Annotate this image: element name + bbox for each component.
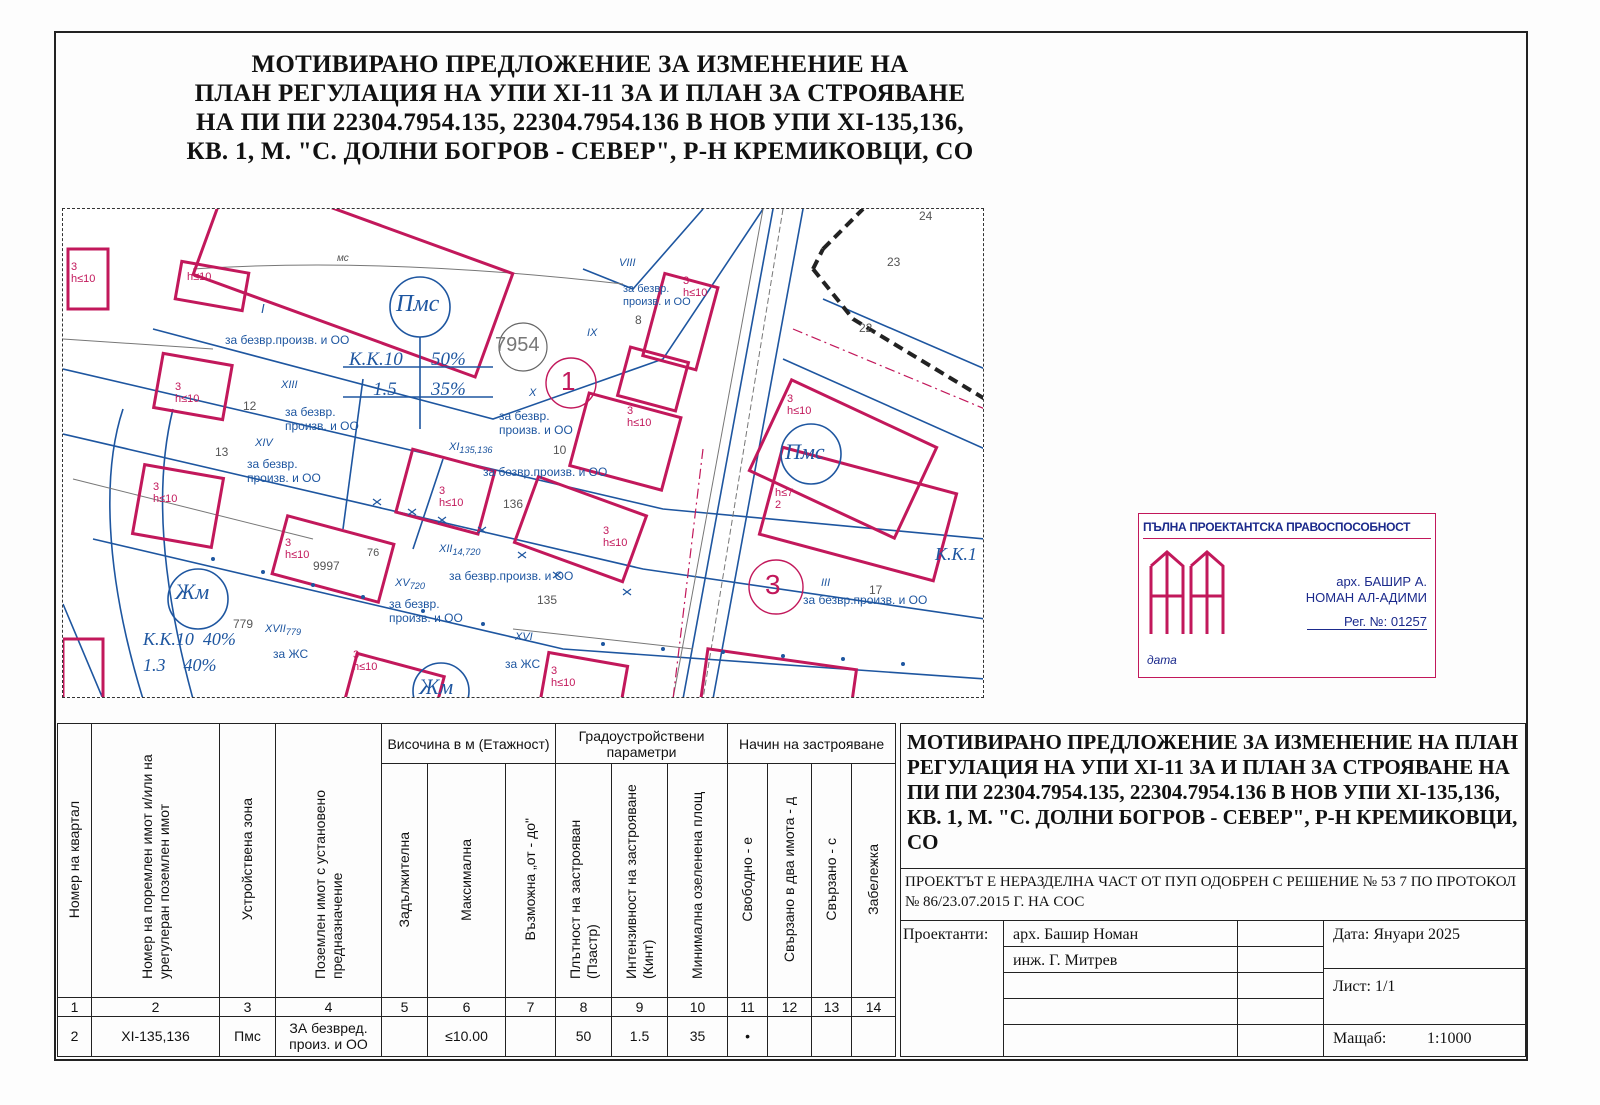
title-line-1: МОТИВИРАНО ПРЕДЛОЖЕНИЕ ЗА ИЗМЕНЕНИЕ НА <box>251 51 909 78</box>
height: h≤10 <box>439 497 464 509</box>
floors: 3 <box>153 481 160 493</box>
title-line-4: КВ. 1, М. "С. ДОЛНИ БОГРОВ - СЕВЕР", Р-Н КРЕМИКОВЦИ, СО <box>186 138 974 165</box>
floors: 3 <box>285 537 292 549</box>
upi-XII-use: за безвр.произв. и ОО <box>449 569 574 583</box>
regulation-map <box>62 208 984 698</box>
stamp-title: ПЪЛНА ПРОЕКТАНТСКА ПРАВОСПОСОБНОСТ <box>1143 520 1431 539</box>
divider <box>1003 972 1323 973</box>
col-number: 2 <box>92 998 220 1016</box>
zone-pms-label-2: Пмс <box>785 439 825 464</box>
height-label <box>71 261 95 285</box>
header-text: Свободно - е <box>739 837 756 922</box>
lot-17: 17 <box>869 583 883 597</box>
divider <box>1003 946 1323 947</box>
header-text: Устройствена зона <box>239 798 255 921</box>
upi-xvii-num: XVII <box>265 623 286 635</box>
upi-I-label: I <box>261 301 265 316</box>
height-label <box>787 393 811 417</box>
title-block-heading: МОТИВИРАНО ПРЕДЛОЖЕНИЕ ЗА ИЗМЕНЕНИЕ НА ПЛАН РЕГУЛАЦИЯ НА УПИ ХI-11 ЗА И ПЛАН ЗА СТРОЯВАНЕ НА ПИ ПИ 22304.7954.135, 22304.7954.136 В НОВ УПИ ХI-135,136, КВ. 1, М. "С. ДОЛНИ БОГРОВ - СЕВЕР", Р-Н КРЕМИКОВЦИ, СО <box>907 730 1519 854</box>
lot-12: 12 <box>243 399 257 413</box>
header-purpose <box>276 724 382 998</box>
col-number: 8 <box>556 998 612 1016</box>
divider <box>1323 1024 1525 1025</box>
floors: 3 <box>603 525 610 537</box>
cell-zone: Пмс <box>220 1016 276 1056</box>
upi-III-label: III <box>821 577 831 589</box>
use-line2: произв. и ОО <box>247 471 321 485</box>
upi-III-use: за безвр.произв. и ОО <box>803 593 928 607</box>
sheet-field: Лист: 1/1 <box>1333 978 1396 995</box>
cell-two-lots <box>768 1016 812 1056</box>
header-method-group: Начин на застрояване <box>728 724 896 764</box>
header-params-group: Градоустройствени параметри <box>556 724 728 764</box>
floors: 3 <box>551 665 558 677</box>
header-text: Свързано в два имота - д <box>781 796 798 962</box>
cell-maximum: ≤10.00 <box>428 1016 506 1056</box>
header-mandatory <box>382 764 428 998</box>
cell-intensity: 1.5 <box>612 1016 668 1056</box>
divider <box>1003 1024 1323 1025</box>
upi-VIII-use <box>623 283 691 309</box>
col-number: 4 <box>276 998 382 1016</box>
title-line-3: НА ПИ ПИ 22304.7954.135, 22304.7954.136 В НОВ УПИ ХI-135,136, <box>196 109 964 136</box>
header-connected <box>812 764 852 998</box>
designer-engineer: инж. Г. Митрев <box>1013 952 1118 969</box>
height-label <box>285 537 309 561</box>
height-label <box>353 649 377 673</box>
header-intensity <box>612 764 668 998</box>
cell-purpose: ЗА безвред. произ. и ОО <box>276 1016 382 1056</box>
drawing-title <box>110 50 1050 166</box>
floors: 3 <box>627 405 634 417</box>
height: h≤10 <box>627 417 652 429</box>
header-text: Задължителна <box>396 831 412 928</box>
parameters-table <box>57 723 895 1057</box>
header-quarter <box>58 724 92 998</box>
zone-pms-label: Пмс <box>396 291 440 317</box>
header-property-number <box>92 724 220 998</box>
stamp-name-1: арх. БАШИР А. <box>1336 574 1427 589</box>
upi-XVII-label <box>265 623 301 637</box>
lot-76: 76 <box>367 547 380 559</box>
lot-135: 135 <box>537 593 558 607</box>
parcel-number: 7954 <box>495 334 540 356</box>
upi-XVI-use: за ЖС <box>505 657 541 671</box>
upi-IX-label: IX <box>587 327 598 339</box>
col-number: 6 <box>428 998 506 1016</box>
height-label <box>439 485 463 509</box>
header-text: Максимална <box>458 838 474 921</box>
upi-xv-num: XV <box>395 577 410 589</box>
header-text: Номер на поремлен имот и/или на урегулеран поземлен имот <box>138 754 172 980</box>
col-number: 13 <box>812 998 852 1016</box>
lot-13: 13 <box>215 445 229 459</box>
height: h≤10 <box>285 549 310 561</box>
col-number: 3 <box>220 998 276 1016</box>
stamp-logo-icon <box>1147 546 1227 638</box>
divider <box>1323 920 1324 1056</box>
height-label <box>153 481 177 505</box>
upi-XV-use <box>389 597 463 625</box>
divider <box>901 920 1525 921</box>
header-free <box>728 764 768 998</box>
lot-9997: 9997 <box>313 559 340 573</box>
header-text: Забележка <box>865 844 882 915</box>
lot-mc: мс <box>337 253 349 264</box>
upi-VIII-label: VIII <box>619 257 636 269</box>
height-label <box>627 405 651 429</box>
upi-XIV-use <box>247 457 321 485</box>
header-note <box>852 764 896 998</box>
green-value: 35% <box>431 379 466 400</box>
zhm-params-1: К.К.10 40% <box>143 629 236 649</box>
col-number: 11 <box>728 998 768 1016</box>
lot-779: 779 <box>233 617 254 631</box>
col-number: 5 <box>382 998 428 1016</box>
upi-XII-label <box>439 543 480 557</box>
height: h≤10 <box>153 493 178 505</box>
use-line2: произв. и ОО <box>499 423 573 437</box>
height: h≤10 <box>353 661 378 673</box>
use-short: за безвр. <box>285 405 336 419</box>
floors: 3 <box>353 649 360 661</box>
upi-XI-use: за безвр.произв. и ОО <box>483 465 608 479</box>
lot-136: 136 <box>503 497 524 511</box>
height: h≤10 <box>551 677 576 689</box>
table-row <box>58 1016 896 1056</box>
col-number: 9 <box>612 998 668 1016</box>
height-label <box>683 275 707 299</box>
lot-24: 24 <box>919 209 933 223</box>
use-short: за безвр. <box>499 409 550 423</box>
divider <box>901 868 1525 869</box>
cell-possible <box>506 1016 556 1056</box>
divider <box>1323 968 1525 969</box>
density-value: 50% <box>431 349 466 370</box>
header-text: Поземлен имот с установено предназначение <box>311 790 345 980</box>
cell-connected <box>812 1016 852 1056</box>
col-number: 14 <box>852 998 896 1016</box>
divider <box>1237 920 1238 1056</box>
floors: 3 <box>175 381 182 393</box>
height: h≤10 <box>787 405 812 417</box>
stamp-date: дата <box>1147 653 1177 667</box>
marker-3: 3 <box>765 569 781 600</box>
height-label <box>175 381 199 405</box>
use-line2: произв. и ОО <box>285 419 359 433</box>
upi-xii-num: XII <box>439 543 453 555</box>
header-density <box>556 764 612 998</box>
header-text: Интензивност на застрояване (Кинт) <box>622 784 656 980</box>
header-text: Плътност на застрояван (Пзастр) <box>566 820 600 980</box>
upi-XV-label <box>395 577 425 591</box>
lot-8: 8 <box>635 313 642 327</box>
upi-XIII-use <box>285 405 359 433</box>
date-field: Дата: Януари 2025 <box>1333 926 1461 943</box>
height-label <box>603 525 627 549</box>
scale-label: Мащаб: <box>1333 1030 1387 1047</box>
approval-note: ПРОЕКТЪТ Е НЕРАЗДЕЛНА ЧАСТ ОТ ПУП ОДОБРЕН С РЕШЕНИЕ № 53 7 ПО ПРОТОКОЛ № 86/23.07.2015 Г. НА СОС <box>905 874 1517 910</box>
upi-XIV-label: XIV <box>255 437 273 449</box>
upi-xvii-sub: 779 <box>285 627 302 638</box>
upi-xii-sub: 14,720 <box>452 547 481 558</box>
cell-density: 50 <box>556 1016 612 1056</box>
col-number: 7 <box>506 998 556 1016</box>
use-line2: произв. и ОО <box>623 296 691 308</box>
header-text: Възможна „от - до" <box>522 818 539 941</box>
floors: 3 <box>439 485 446 497</box>
cell-quarter: 2 <box>58 1016 92 1056</box>
header-height-group: Височина в м (Етажност) <box>382 724 556 764</box>
use-short: за безвр. <box>623 283 670 295</box>
col-number: 10 <box>668 998 728 1016</box>
upi-XI-label <box>449 441 493 455</box>
header-maximum <box>428 764 506 998</box>
header-text: Минимална озеленена площ <box>689 792 706 980</box>
header-possible <box>506 764 556 998</box>
floors: 3 <box>71 261 78 273</box>
height-label: h≤10 <box>187 271 212 283</box>
marker-1: 1 <box>561 366 576 396</box>
zone-zhm-label: Жм <box>175 579 210 604</box>
header-text: Свързано - с <box>823 838 840 921</box>
floors: 3 <box>683 275 690 287</box>
header-green <box>668 764 728 998</box>
height: h≤7 <box>775 487 794 499</box>
lot-23: 23 <box>887 255 901 269</box>
upi-XVII-use: за ЖС <box>273 647 309 661</box>
upi-xi-num: XI <box>449 441 460 453</box>
height-label <box>551 665 575 689</box>
height: h≤10 <box>603 537 628 549</box>
upi-xi-sub: 135,136 <box>459 445 493 456</box>
zone-zhm-label-2: Жм <box>419 674 454 698</box>
upi-X-use <box>499 409 573 437</box>
header-two-lots <box>768 764 812 998</box>
cell-note <box>852 1016 896 1056</box>
zhm-params-2: 1.3 40% <box>143 655 217 675</box>
upi-XIII-label: XIII <box>281 379 298 391</box>
upi-I-use: за безвр.произв. и ОО <box>225 333 350 347</box>
use-line2: произв. и ОО <box>389 611 463 625</box>
cell-green: 35 <box>668 1016 728 1056</box>
header-zone <box>220 724 276 998</box>
cell-property: ХI-135,136 <box>92 1016 220 1056</box>
title-block <box>900 723 1526 1057</box>
upi-xv-sub: 720 <box>409 581 425 592</box>
height: h≤10 <box>683 287 708 299</box>
kk-right-label: К.К.1 <box>935 544 977 564</box>
intensity-value: 1.5 <box>373 379 397 400</box>
use-short: за безвр. <box>247 457 298 471</box>
cell-free: • <box>728 1016 768 1056</box>
lot-22: 22 <box>859 321 873 335</box>
stamp-name-2: НОМАН АЛ-АДИМИ <box>1305 590 1427 605</box>
floors: 2 <box>775 499 782 511</box>
upi-X-label: X <box>529 387 537 399</box>
divider <box>1003 920 1004 1056</box>
use-short: за безвр. <box>389 597 440 611</box>
title-line-2: ПЛАН РЕГУЛАЦИЯ НА УПИ ХI-11 ЗА И ПЛАН ЗА СТРОЯВАНЕ <box>194 80 966 107</box>
lot-10: 10 <box>553 443 567 457</box>
upi-XVI-label: XVI <box>515 631 533 643</box>
height-label-7 <box>775 487 793 511</box>
designer-stamp <box>1138 513 1436 678</box>
kk-label: К.К.10 <box>349 349 403 370</box>
stamp-reg: Рег. №: 01257 <box>1307 614 1427 630</box>
header-text: Номер на квартал <box>66 800 82 918</box>
height: h≤10 <box>175 393 200 405</box>
floors: 3 <box>787 393 794 405</box>
col-number: 1 <box>58 998 92 1016</box>
col-number: 12 <box>768 998 812 1016</box>
divider <box>1003 998 1323 999</box>
height: h≤10 <box>71 273 96 285</box>
scale-value: 1:1000 <box>1427 1030 1472 1047</box>
designers-label: Проектанти: <box>903 926 989 943</box>
designer-architect: арх. Башир Номан <box>1013 926 1139 943</box>
cell-mandatory <box>382 1016 428 1056</box>
